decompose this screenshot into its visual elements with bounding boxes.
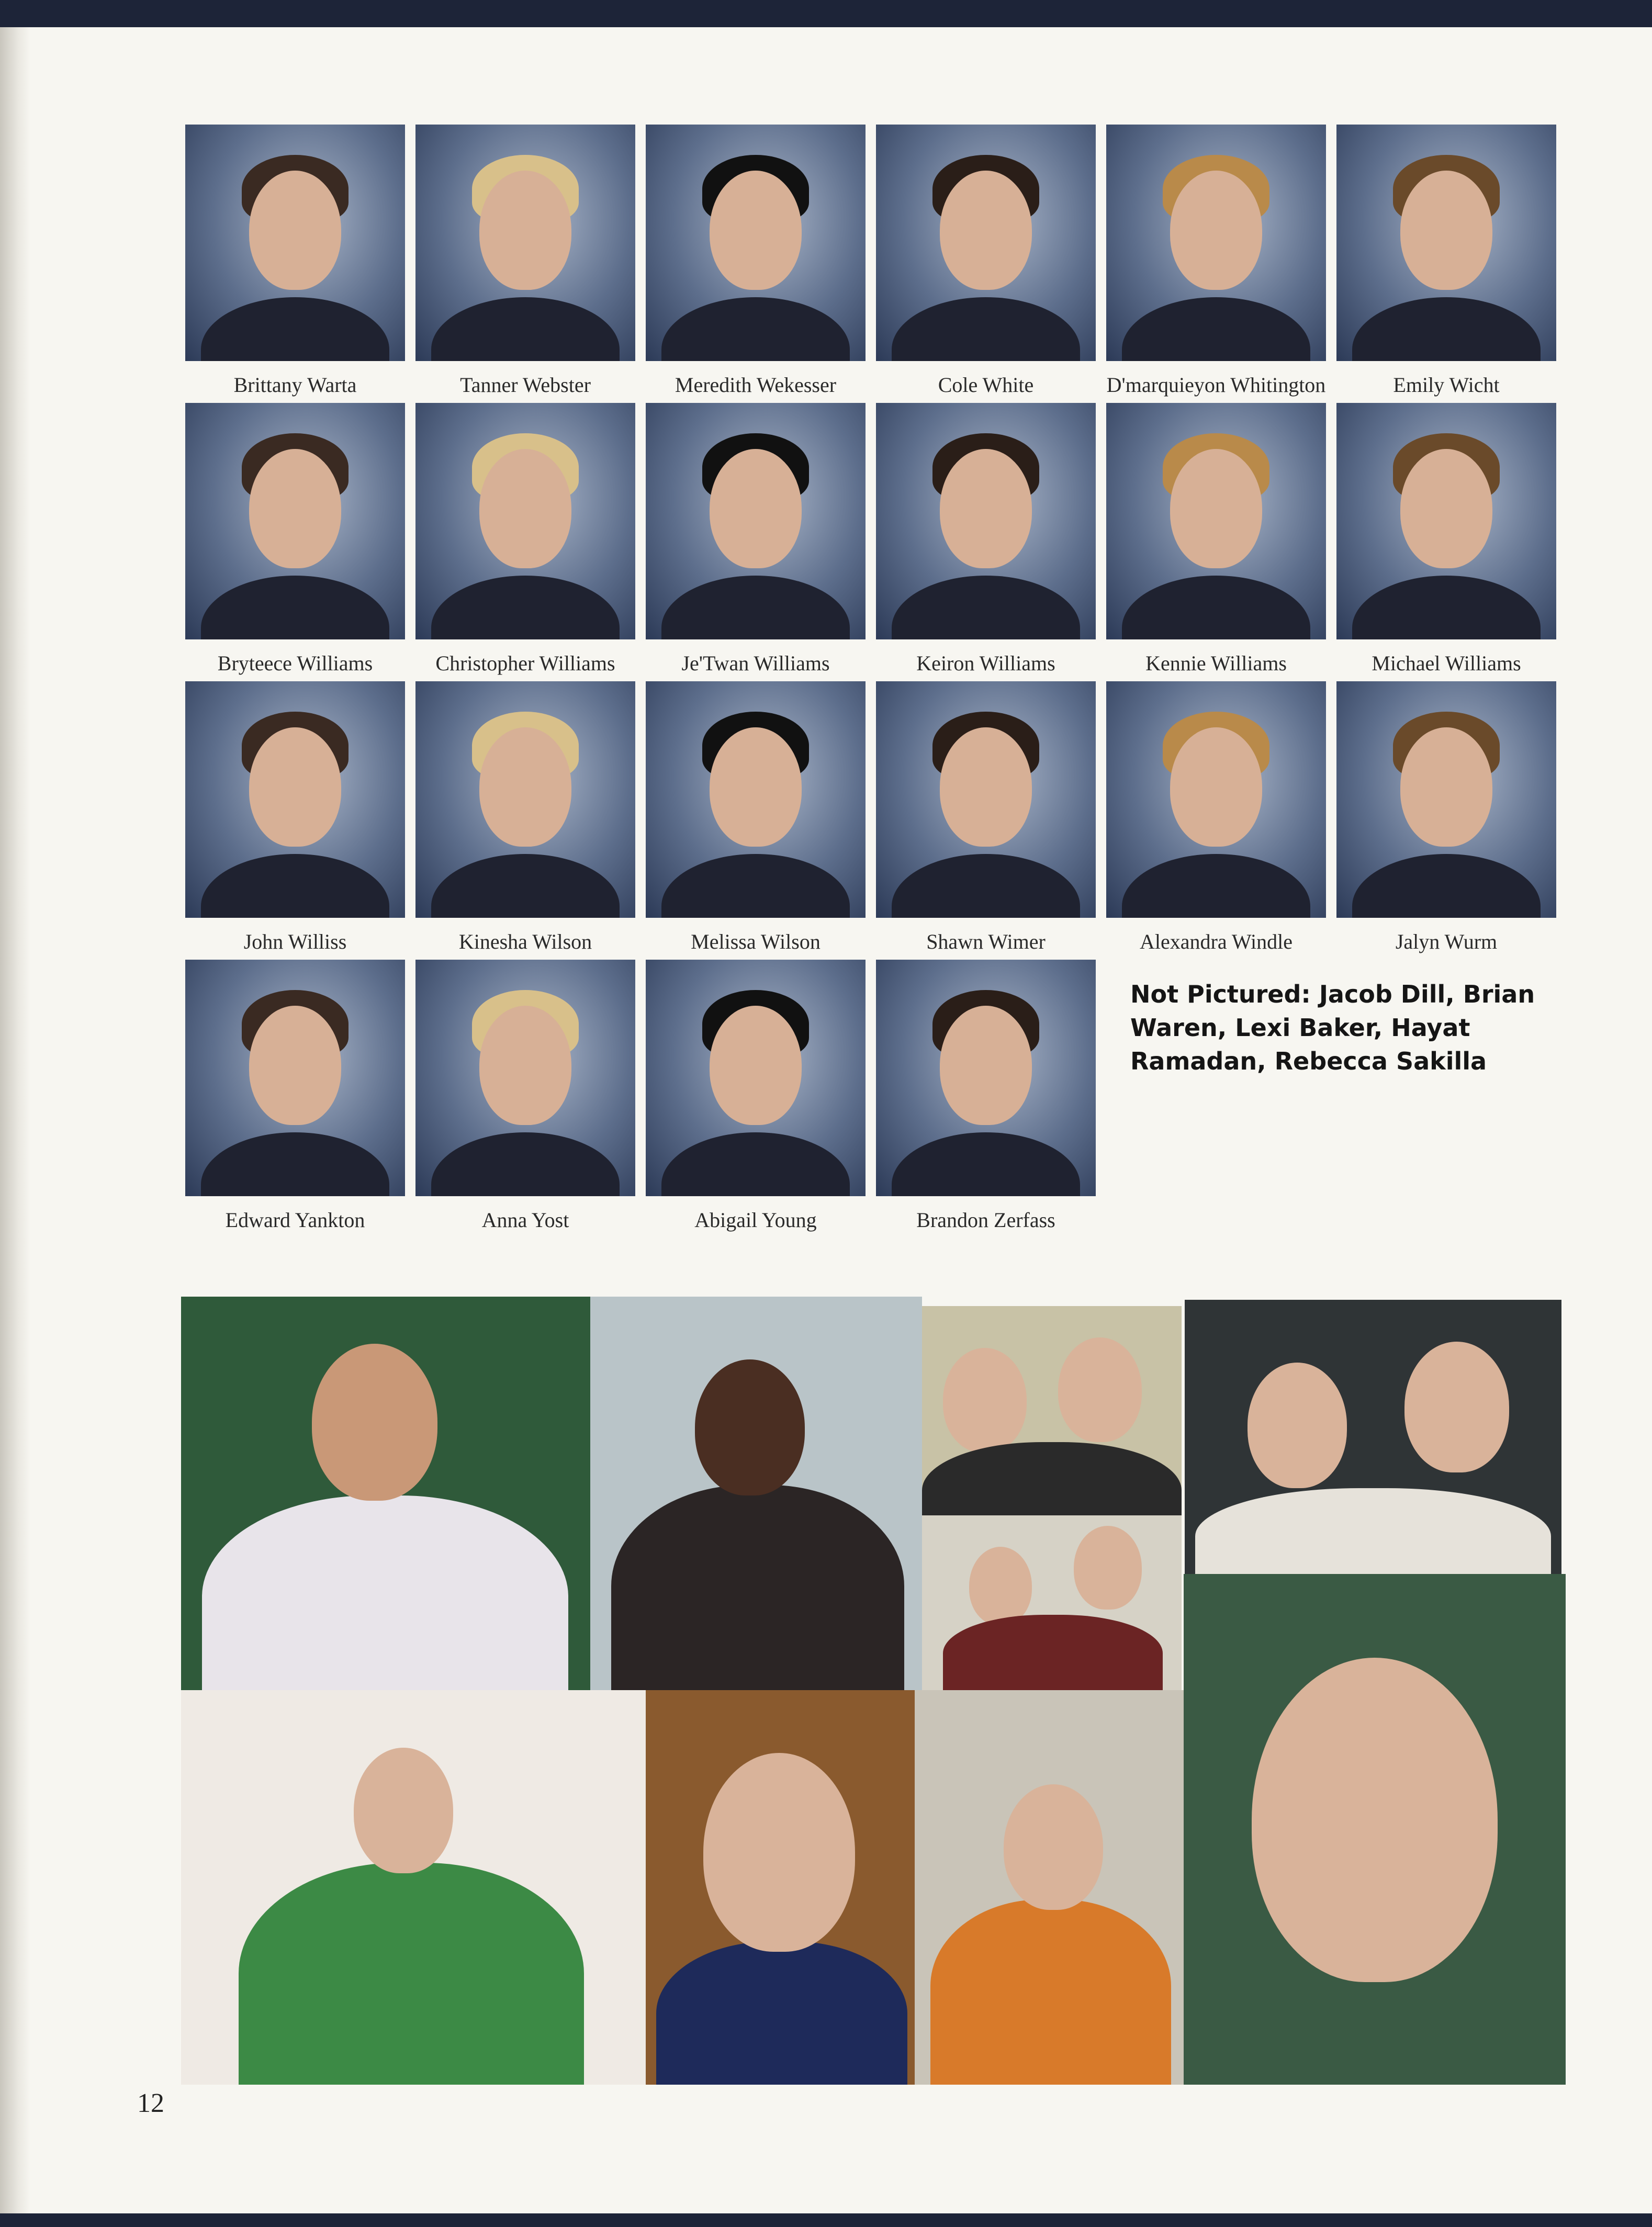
portrait-photo [185,125,405,361]
page-top-border [0,0,1652,27]
portrait-photo [1106,125,1326,361]
portrait-photo [1106,681,1326,918]
not-pictured-note: Not Pictured: Jacob Dill, Brian Waren, Lexi Baker, Hayat Ramadan, Rebecca Sakilla [1130,980,1535,1075]
portrait-caption: Kennie Williams [1145,651,1287,675]
portrait-caption: Alexandra Windle [1140,930,1293,953]
portrait-photo [876,403,1096,639]
portrait-caption: Shawn Wimer [926,930,1046,953]
candid-photo-boy-glasses [646,1690,915,2085]
portrait-photo [415,681,635,918]
portrait-photo [1106,403,1326,639]
portrait-photo [185,960,405,1196]
portrait-caption: Cole White [938,373,1034,397]
portrait-caption: D'marquieyon Whitington [1106,373,1326,397]
portrait-caption: Tanner Webster [460,373,591,397]
portrait-photo [646,125,866,361]
portrait-photo [185,403,405,639]
candid-photo-two-girls [922,1306,1182,1515]
portrait-caption: Brittany Warta [233,373,357,397]
portrait-photo [1336,403,1556,639]
portrait-caption: Meredith Wekesser [675,373,837,397]
page-number: 12 [137,2088,164,2118]
portrait-caption: Melissa Wilson [691,930,821,953]
page-bottom-border [0,2213,1652,2227]
portrait-caption: Christopher Williams [435,651,615,675]
portrait-caption: Anna Yost [481,1208,569,1232]
portrait-photo [646,403,866,639]
portrait-photo [1336,681,1556,918]
page-spine-shadow [0,27,30,2213]
portrait-photo [185,681,405,918]
candid-photo-girl-window [590,1297,922,1690]
portrait-photo [415,125,635,361]
portrait-caption: Keiron Williams [916,651,1055,675]
candid-photo-girl-lockers [181,1297,591,1690]
candid-photo-boy-teacher [1185,1300,1561,1574]
portrait-caption: Jalyn Wurm [1395,930,1498,953]
candid-photo-boy-peace-sign [915,1690,1184,2085]
portrait-photo [876,960,1096,1196]
portrait-photo [415,403,635,639]
portrait-photo [1336,125,1556,361]
portrait-photo [646,681,866,918]
candid-photo-girl-flexing [181,1690,646,2085]
portrait-caption: John Williss [243,930,347,953]
portrait-caption: Abigail Young [694,1208,817,1232]
portrait-photo [415,960,635,1196]
portrait-photo [876,125,1096,361]
portrait-caption: Je'Twan Williams [681,651,830,675]
portrait-caption: Michael Williams [1372,651,1521,675]
portrait-caption: Edward Yankton [225,1208,365,1232]
candid-photo-girl-teacher [922,1515,1182,1690]
candid-photo-boy-closeup [1184,1574,1566,2085]
portrait-caption: Bryteece Williams [217,651,373,675]
portrait-caption: Kinesha Wilson [458,930,592,953]
portrait-photo [876,681,1096,918]
portrait-caption: Brandon Zerfass [916,1208,1055,1232]
portrait-photo [646,960,866,1196]
portrait-caption: Emily Wicht [1393,373,1500,397]
